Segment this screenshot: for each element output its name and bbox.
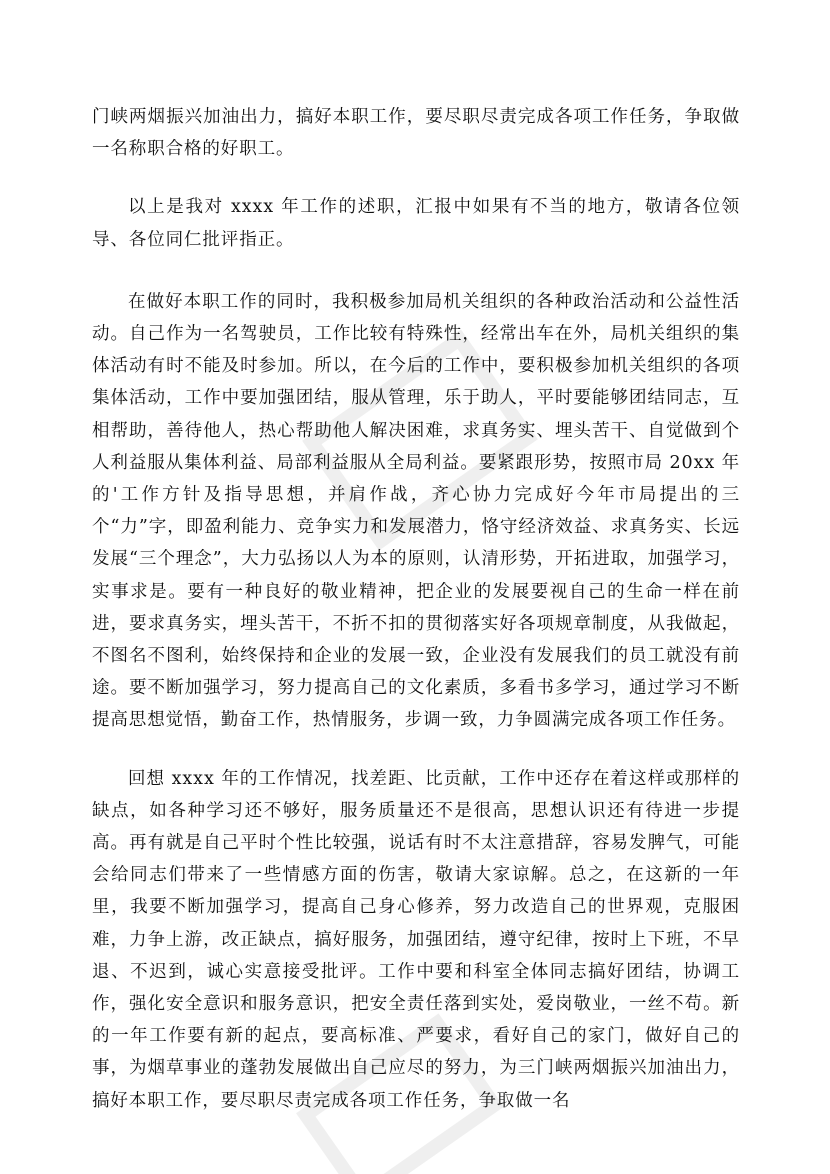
- paragraph-spacer: [92, 737, 740, 763]
- paragraph-spacer: [92, 256, 740, 286]
- document-page: [92, 101, 740, 1117]
- paragraph-1: 门峡两烟振兴加油出力，搞好本职工作，要尽职尽责完成各项工作任务，争取做一名称职合格的好职工。: [92, 107, 740, 160]
- paragraph-3: 在做好本职工作的同时，我积极参加局机关组织的各种政治活动和公益性活动。自己作为一名驾驶员，工作比较有特殊性，经常出车在外，局机关组织的集体活动有时不能及时参加。所以，在今后的工作中，要积极参加机关组织的各项集体活动，工作中要加强团结，服从管理，乐于助人，平时要能够团结同志，互相帮助，善待他人，热心帮助他人解决困难，求真务实、埋头苦干、自觉做到个人利益服从集体利益、局部利益服从全局利益。要紧跟形势，按照市局 20xx 年的'工作方针及指导思想，并肩作战，齐心协力完成好今年市局提出的三个“力”字，即盈利能力、竞争实力和发展潜力，恪守经济效益、求真务实、长远发展“三个理念”，大力弘扬以人为本的原则，认清形势，开拓进取，加强学习，实事求是。要有一种良好的敬业精神，把企业的发展要视自己的生命一样在前进，要求真务实，埋头苦干，不折不扣的贯彻落实好各项规章制度，从我做起，不图名不图利，始终保持和企业的发展一致，企业没有发展我们的员工就没有前途。要不断加强学习，努力提高自己的文化素质，多看书多学习，通过学习不断提高思想觉悟，勤奋工作，热情服务，步调一致，力争圆满完成各项工作任务。: [92, 291, 740, 731]
- paragraph-spacer: [92, 165, 740, 191]
- paragraph-2: 以上是我对 xxxx 年工作的述职，汇报中如果有不当的地方，敬请各位领导、各位同仁批评指正。: [92, 197, 740, 250]
- paragraph-4: 回想 xxxx 年的工作情况，找差距、比贡献，工作中还存在着这样或那样的缺点，如各种学习还不够好，服务质量还不是很高，思想认识还有待进一步提高。再有就是自己平时个性比较强，说话有时不太注意措辞，容易发脾气，可能会给同志们带来了一些情感方面的伤害，敬请大家谅解。总之，在这新的一年里，我要不断加强学习，提高自己身心修养，努力改造自己的世界观，克服困难，力争上游，改正缺点，搞好服务，加强团结，遵守纪律，按时上下班，不早退、不迟到，诚心实意接受批评。工作中要和科室全体同志搞好团结，协调工作，强化安全意识和服务意识，把安全责任落到实处，爱岗敬业，一丝不苟。新的一年工作要有新的起点，要高标准、严要求，看好自己的家门，做好自己的事，为烟草事业的蓬勃发展做出自己应尽的努力，为三门峡两烟振兴加油出力，搞好本职工作，要尽职尽责完成各项工作任务，争取做一名: [92, 768, 740, 1111]
